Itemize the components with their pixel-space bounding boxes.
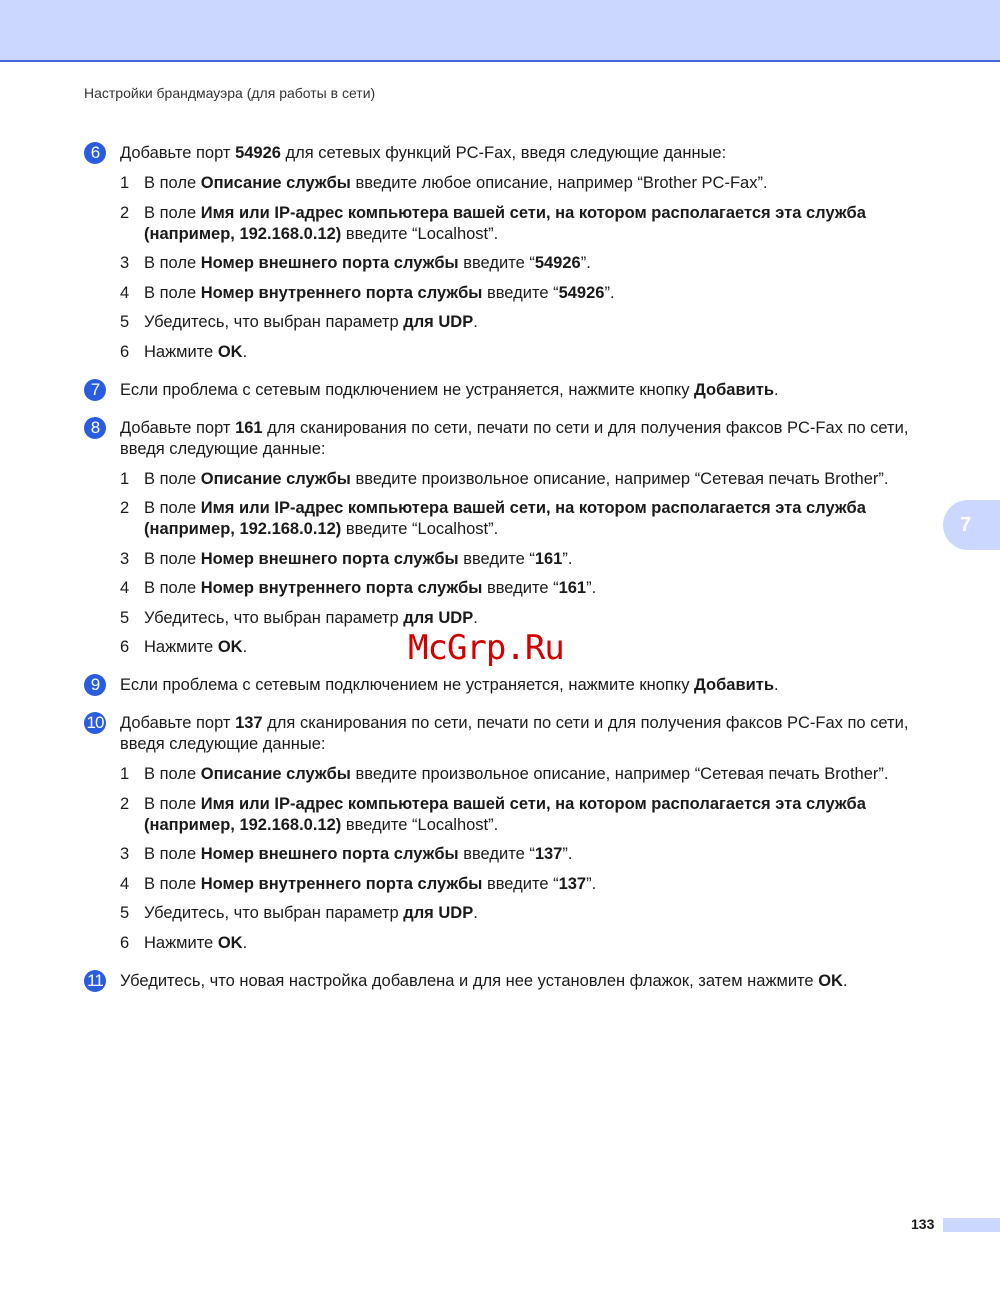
text-run: введите любое описание, например “Brother PC-Fax”. bbox=[350, 174, 768, 192]
text-run: . bbox=[773, 676, 779, 694]
substep-item bbox=[120, 608, 934, 629]
substep-number: 2 bbox=[120, 203, 130, 222]
step-7 bbox=[84, 380, 934, 401]
text-run: В поле bbox=[144, 469, 201, 488]
watermark: McGrp.Ru bbox=[408, 628, 564, 668]
text-run: ”. bbox=[586, 874, 597, 893]
substep-item bbox=[120, 844, 934, 865]
substep-item bbox=[120, 312, 934, 333]
bold-term: OK bbox=[217, 342, 243, 361]
step-11 bbox=[84, 971, 934, 992]
substep-item bbox=[120, 173, 934, 194]
text-run: ”. bbox=[580, 254, 591, 272]
text-run: . bbox=[242, 342, 248, 361]
text-run: В поле bbox=[144, 254, 201, 272]
bold-term: Номер внешнего порта службы bbox=[200, 254, 459, 272]
substep-number: 1 bbox=[120, 174, 130, 192]
bold-term: Номер внешнего порта службы bbox=[200, 845, 459, 863]
step-number-badge: 8 bbox=[84, 417, 106, 439]
step-number-badge: 10 bbox=[84, 712, 106, 734]
bold-term: Добавить bbox=[694, 676, 774, 694]
substep-number: 3 bbox=[120, 845, 130, 863]
substep-number: 4 bbox=[120, 283, 130, 302]
bold-term: для UDP bbox=[403, 608, 474, 627]
text-run: Нажмите bbox=[144, 638, 218, 656]
text-run: Если проблема с сетевым подключением не устраняется, нажмите кнопку bbox=[120, 380, 695, 399]
step-8 bbox=[84, 418, 934, 659]
bold-term: Номер внешнего порта службы bbox=[200, 549, 459, 568]
bold-term: Добавить bbox=[694, 380, 774, 399]
text-run: введите “Localhost”. bbox=[341, 224, 499, 243]
bold-term: OK bbox=[217, 933, 243, 952]
step-text bbox=[120, 380, 934, 401]
substep-number: 6 bbox=[120, 342, 130, 361]
text-run: Убедитесь, что выбран параметр bbox=[144, 313, 404, 331]
step-text bbox=[120, 418, 934, 460]
bold-term: Описание службы bbox=[200, 469, 351, 488]
text-run: введите “ bbox=[482, 579, 559, 597]
substep-item bbox=[120, 342, 934, 363]
substep-item bbox=[120, 498, 934, 540]
step-10 bbox=[84, 713, 934, 954]
substep-number: 5 bbox=[120, 904, 130, 922]
text-run: введите “ bbox=[458, 549, 535, 568]
substep-number: 3 bbox=[120, 549, 130, 568]
substep-number: 5 bbox=[120, 608, 130, 627]
substep-number: 1 bbox=[120, 765, 130, 783]
text-run: Добавьте порт bbox=[120, 714, 236, 732]
step-text bbox=[120, 971, 934, 992]
substep-item bbox=[120, 874, 934, 895]
bold-term: 54926 bbox=[235, 144, 281, 162]
substep-number: 2 bbox=[120, 794, 130, 813]
chapter-tab: 7 bbox=[943, 500, 1000, 550]
bold-term: для UDP bbox=[403, 904, 474, 922]
text-run: Убедитесь, что выбран параметр bbox=[144, 904, 404, 922]
substep-number: 3 bbox=[120, 254, 130, 272]
bold-term: Имя или IP-адрес компьютера вашей сети, на котором располагается эта служба (например, 192.168.0.12) bbox=[144, 499, 866, 538]
bold-term: 137 bbox=[558, 874, 587, 893]
substep-item bbox=[120, 764, 934, 785]
text-run: введите “ bbox=[482, 283, 559, 302]
text-run: Добавьте порт bbox=[120, 418, 236, 437]
text-run: введите “ bbox=[482, 874, 559, 893]
bold-term: OK bbox=[217, 638, 243, 656]
text-run: ”. bbox=[586, 579, 597, 597]
text-run: для сканирования по сети, печати по сети и для получения факсов PC-Fax по сети, введя следующие данные: bbox=[120, 418, 909, 458]
bold-term: Описание службы bbox=[200, 174, 351, 192]
text-run: В поле bbox=[144, 765, 201, 783]
bold-term: 137 bbox=[534, 845, 563, 863]
text-run: . bbox=[473, 313, 478, 331]
step-number-badge: 9 bbox=[84, 674, 106, 696]
substep-item bbox=[120, 549, 934, 570]
step-text bbox=[120, 713, 934, 755]
step-9 bbox=[84, 675, 934, 696]
bold-term: Номер внутреннего порта службы bbox=[200, 283, 483, 302]
substep-list bbox=[120, 764, 934, 954]
bold-term: Номер внутреннего порта службы bbox=[200, 874, 483, 893]
text-run: для сетевых функций PC-Fax, введя следующие данные: bbox=[280, 144, 727, 162]
text-run: В поле bbox=[144, 174, 201, 192]
text-run: введите “Localhost”. bbox=[341, 520, 499, 538]
substep-number: 2 bbox=[120, 499, 130, 517]
step-text bbox=[120, 143, 934, 164]
bold-term: 137 bbox=[235, 714, 263, 732]
bold-term: для UDP bbox=[403, 313, 474, 331]
header-band bbox=[0, 0, 1000, 62]
text-run: . bbox=[242, 638, 248, 656]
step-number-badge: 6 bbox=[84, 142, 106, 164]
substep-item bbox=[120, 903, 934, 924]
instructions bbox=[84, 143, 934, 1009]
text-run: . bbox=[473, 904, 478, 922]
bold-term: 54926 bbox=[558, 283, 605, 302]
text-run: В поле bbox=[144, 579, 201, 597]
bold-term: Номер внутреннего порта службы bbox=[200, 579, 483, 597]
page-number-bar bbox=[943, 1218, 1000, 1232]
substep-item bbox=[120, 283, 934, 304]
substep-list bbox=[120, 173, 934, 363]
text-run: В поле bbox=[144, 283, 201, 302]
substep-item bbox=[120, 469, 934, 490]
text-run: Добавьте порт bbox=[120, 144, 236, 162]
substep-number: 4 bbox=[120, 579, 130, 597]
substep-item bbox=[120, 794, 934, 836]
running-header: Настройки брандмауэра (для работы в сети) bbox=[84, 85, 376, 101]
text-run: Нажмите bbox=[144, 342, 218, 361]
text-run: для сканирования по сети, печати по сети и для получения факсов PC-Fax по сети, введя следующие данные: bbox=[120, 714, 909, 753]
text-run: В поле bbox=[144, 203, 201, 222]
text-run: введите “ bbox=[458, 254, 535, 272]
bold-term: OK bbox=[818, 971, 843, 990]
text-run: В поле bbox=[144, 549, 201, 568]
text-run: В поле bbox=[144, 794, 201, 813]
text-run: введите произвольное описание, например “Сетевая печать Brother”. bbox=[350, 469, 889, 488]
text-run: . bbox=[842, 971, 848, 990]
substep-item bbox=[120, 203, 934, 245]
substep-number: 6 bbox=[120, 638, 130, 656]
text-run: введите “ bbox=[458, 845, 535, 863]
text-run: ”. bbox=[562, 549, 573, 568]
bold-term: Имя или IP-адрес компьютера вашей сети, на котором располагается эта служба (например, 192.168.0.12) bbox=[144, 794, 866, 834]
step-number-badge: 7 bbox=[84, 379, 106, 401]
substep-number: 4 bbox=[120, 874, 130, 893]
text-run: ”. bbox=[604, 283, 615, 302]
substep-number: 1 bbox=[120, 469, 130, 488]
text-run: В поле bbox=[144, 499, 201, 517]
step-6 bbox=[84, 143, 934, 363]
bold-term: Имя или IP-адрес компьютера вашей сети, на котором располагается эта служба (например, 192.168.0.12) bbox=[144, 203, 866, 243]
bold-term: 161 bbox=[558, 579, 587, 597]
text-run: введите “Localhost”. bbox=[341, 815, 499, 834]
text-run: введите произвольное описание, например “Сетевая печать Brother”. bbox=[350, 765, 889, 783]
substep-number: 6 bbox=[120, 933, 130, 952]
substep-item bbox=[120, 578, 934, 599]
substep-number: 5 bbox=[120, 313, 130, 331]
text-run: Убедитесь, что выбран параметр bbox=[144, 608, 404, 627]
text-run: Нажмите bbox=[144, 933, 218, 952]
text-run: . bbox=[473, 608, 478, 627]
text-run: В поле bbox=[144, 874, 201, 893]
text-run: . bbox=[773, 380, 779, 399]
page-number: 133 bbox=[911, 1216, 935, 1232]
substep-item bbox=[120, 933, 934, 954]
text-run: ”. bbox=[562, 845, 573, 863]
substep-item bbox=[120, 253, 934, 274]
bold-term: Описание службы bbox=[200, 765, 351, 783]
step-number-badge: 11 bbox=[84, 970, 106, 992]
bold-term: 54926 bbox=[534, 254, 581, 272]
bold-term: 161 bbox=[235, 418, 263, 437]
text-run: . bbox=[242, 933, 248, 952]
text-run: Если проблема с сетевым подключением не устраняется, нажмите кнопку bbox=[120, 676, 695, 694]
text-run: В поле bbox=[144, 845, 201, 863]
bold-term: 161 bbox=[534, 549, 563, 568]
text-run: Убедитесь, что новая настройка добавлена и для нее установлен флажок, затем нажмите bbox=[120, 971, 819, 990]
step-text bbox=[120, 675, 934, 696]
